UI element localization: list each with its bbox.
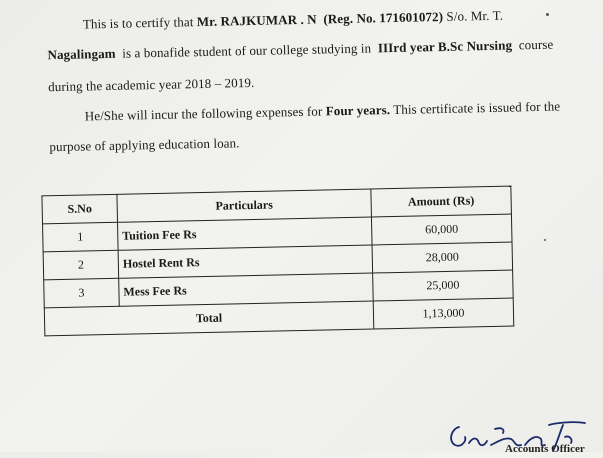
row-particulars: Mess Fee Rs xyxy=(119,273,374,306)
row-amount: 60,000 xyxy=(371,214,512,245)
course-duration: Four years. xyxy=(325,102,391,119)
paper-speck xyxy=(544,239,546,241)
row-particulars: Hostel Rent Rs xyxy=(118,245,373,278)
total-label: Total xyxy=(44,301,374,336)
line1-prefix: This is to certify that xyxy=(82,14,194,32)
row-amount: 25,000 xyxy=(373,270,514,301)
certificate-line-1 xyxy=(83,8,504,33)
purpose-text: purpose of applying education loan. xyxy=(49,135,240,155)
academic-year-text: during the academic year 2018 – 2019. xyxy=(47,74,255,95)
row-sno: 1 xyxy=(43,222,119,252)
row-sno: 3 xyxy=(44,278,120,308)
line4-prefix: He/She will incur the following expenses for xyxy=(84,103,323,124)
row-amount: 28,000 xyxy=(372,242,513,273)
line2-end: course xyxy=(518,36,554,53)
certificate-line-3 xyxy=(48,75,255,95)
header-sno: S.No xyxy=(42,194,118,224)
paper-speck xyxy=(546,13,549,16)
row-sno: 2 xyxy=(43,250,119,280)
total-amount: 1,13,000 xyxy=(373,298,514,329)
line1-suffix: S/o. Mr. T. xyxy=(446,7,504,24)
certificate-line-5 xyxy=(49,135,239,155)
line2-mid: is a bonafide student of our college studying in xyxy=(122,40,372,61)
header-particulars: Particulars xyxy=(117,189,372,222)
expenses-table xyxy=(41,186,514,337)
row-particulars: Tuition Fee Rs xyxy=(118,217,373,250)
certificate-line-2 xyxy=(47,37,553,64)
course-name: IIIrd year B.Sc Nursing xyxy=(377,37,513,56)
certificate-line-4 xyxy=(85,99,561,125)
line4-suffix: This certificate is issued for the xyxy=(393,98,561,118)
signature-role: Accounts Officer xyxy=(505,443,585,455)
student-name: Mr. RAJKUMAR . N xyxy=(196,11,317,30)
registration-number: (Reg. No. 171601072) xyxy=(323,8,444,27)
father-name: Nagalingam xyxy=(47,45,116,63)
header-amount: Amount (Rs) xyxy=(371,186,512,217)
